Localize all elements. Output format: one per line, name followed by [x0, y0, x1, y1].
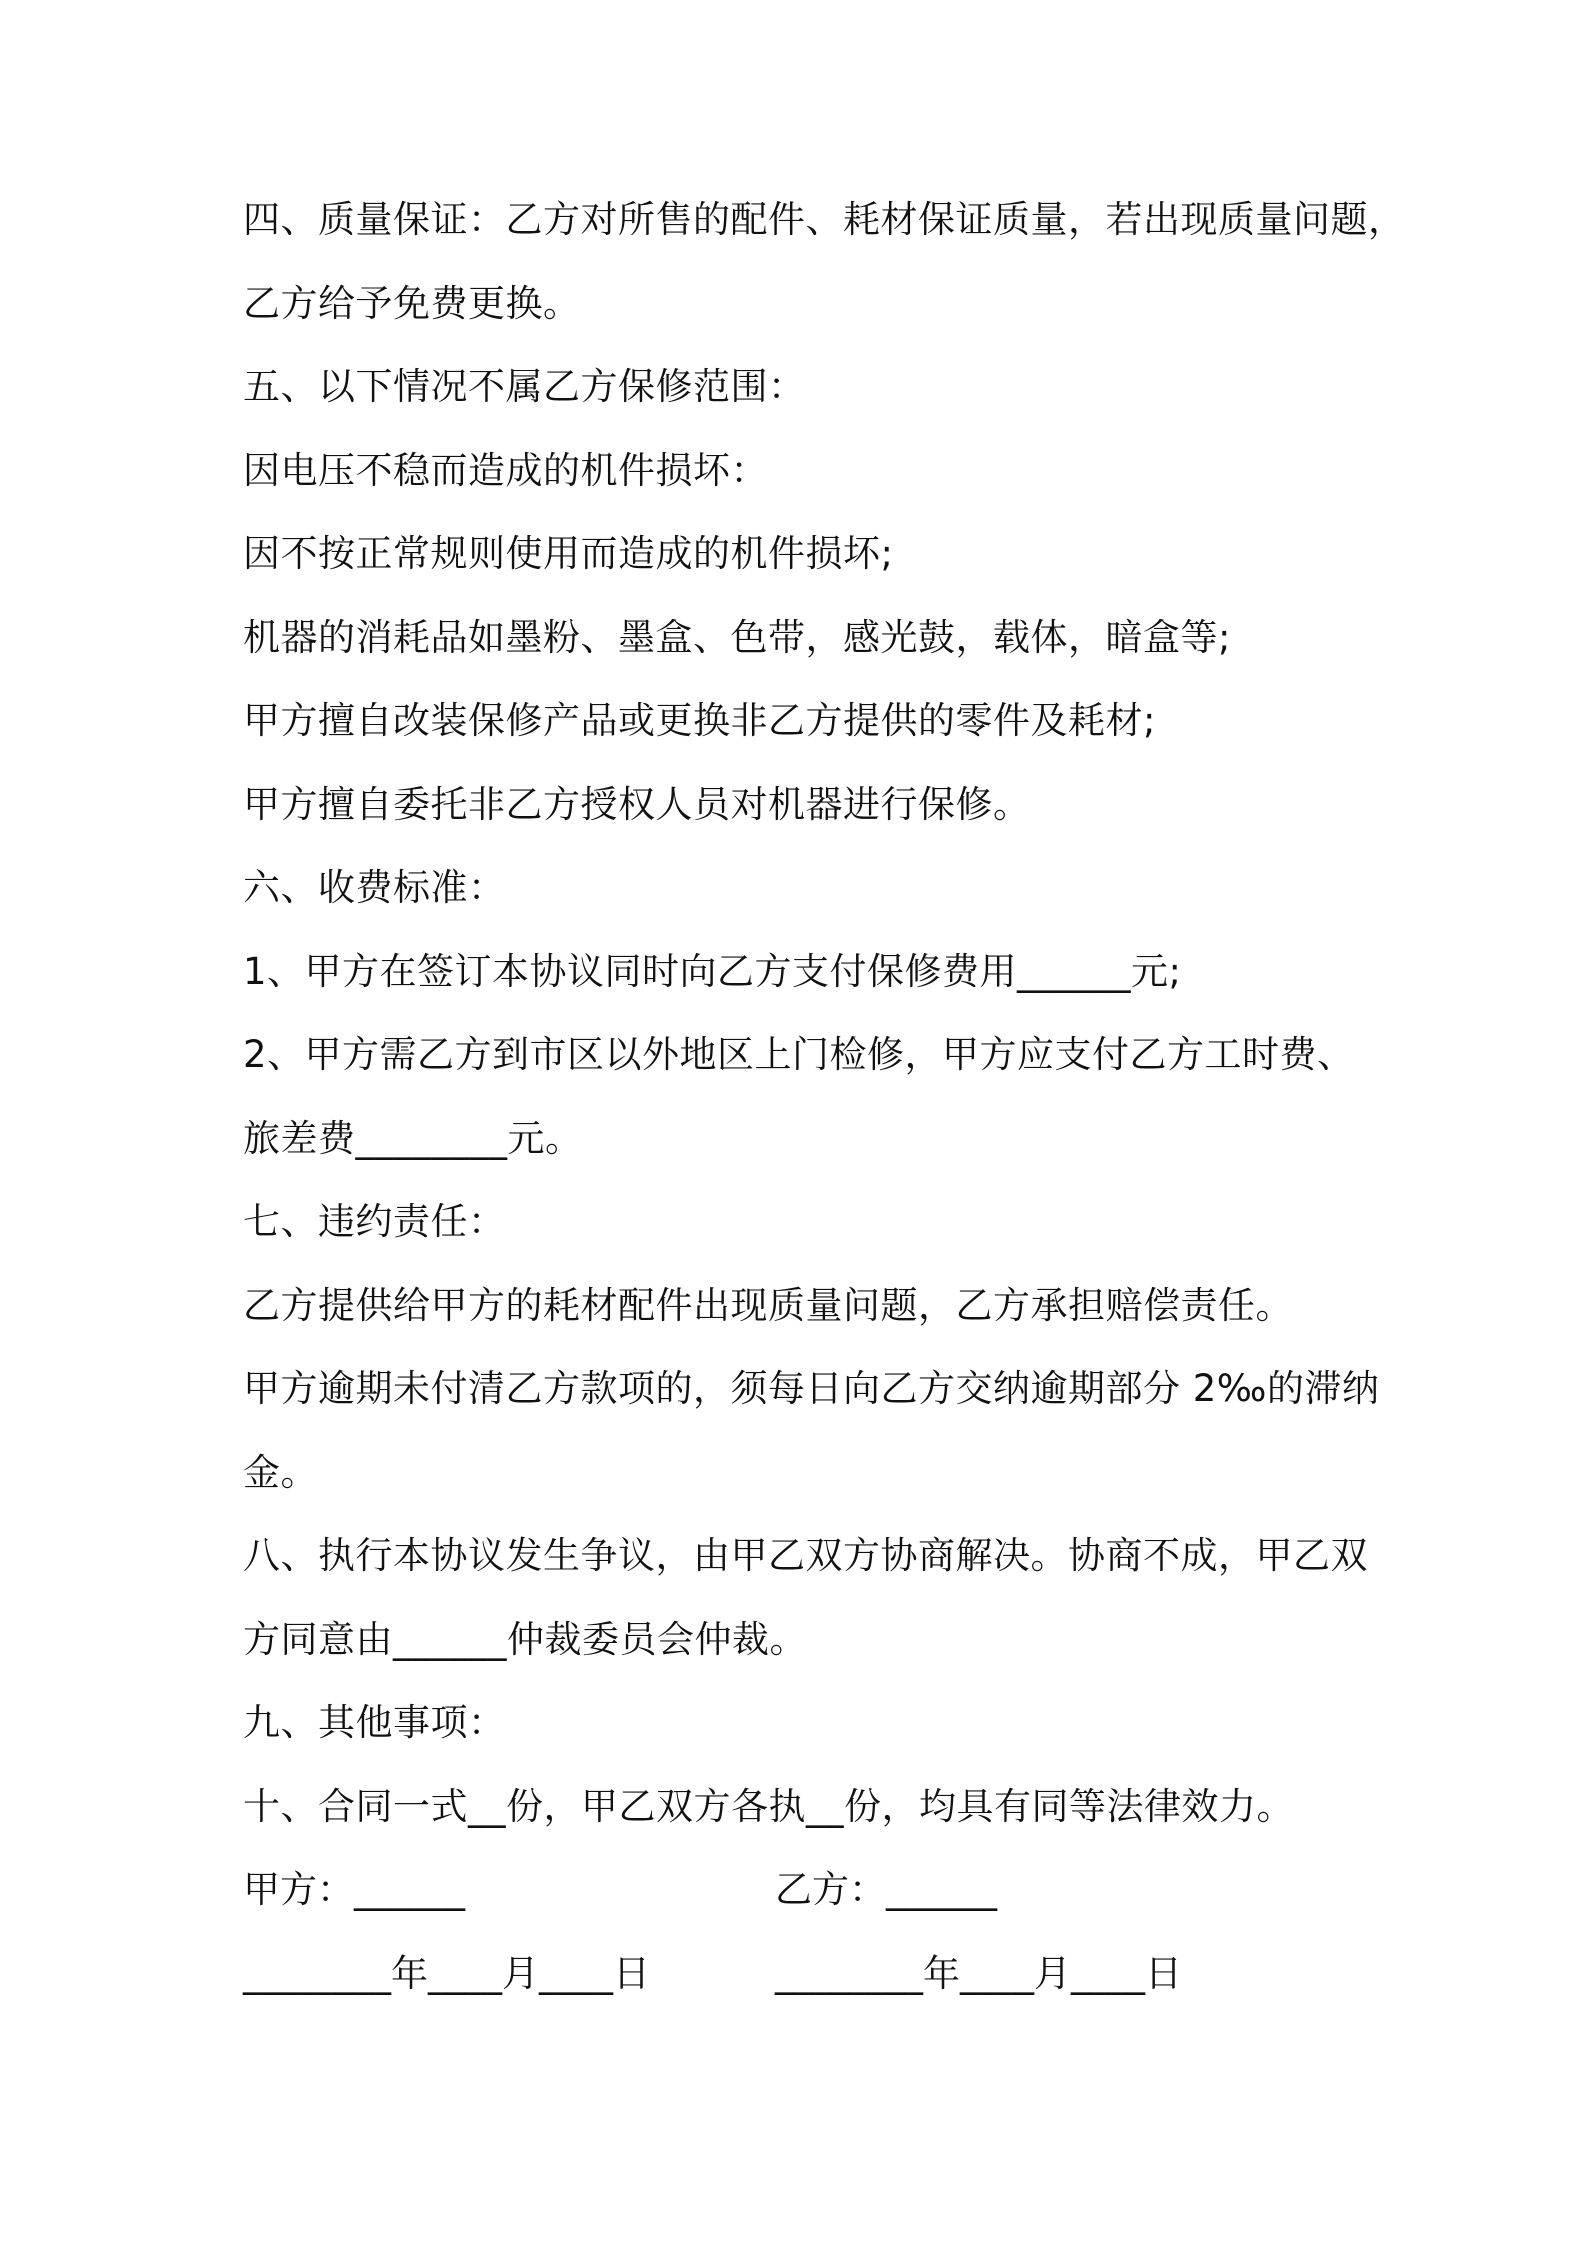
clause-6-item-2-line-1: 2、甲方需乙方到市区以外地区上门检修，甲方应支付乙方工时费、 — [243, 1033, 1355, 1076]
clause-9-heading: 九、其他事项： — [243, 1701, 506, 1744]
signature-row — [243, 1866, 1363, 1950]
contract-body — [243, 196, 1406, 2033]
clause-5-heading: 五、以下情况不属乙方保修范围： — [243, 365, 806, 408]
date-row — [243, 1950, 1363, 2034]
clause-5-item-misuse: 因不按正常规则使用而造成的机件损坏; — [243, 532, 894, 575]
clause-5-item-modification: 甲方擅自改装保修产品或更换非乙方提供的零件及耗材; — [243, 699, 1156, 742]
clause-8-line-1: 八、执行本协议发生争议，由甲乙双方协商解决。协商不成，甲乙双 — [243, 1534, 1368, 1577]
clause-6-item-2-line-2: 旅差费________元。 — [243, 1116, 583, 1160]
clause-8-line-2: 方同意由______仲裁委员会仲裁。 — [243, 1617, 807, 1661]
party-b-signature: 乙方：______ — [775, 1868, 997, 1911]
party-a-date: ________年____月____日 — [243, 1951, 650, 1995]
clause-7-item-2-line-1: 甲方逾期未付清乙方款项的，须每日向乙方交纳逾期部分 2‰的滞纳 — [243, 1367, 1380, 1410]
clause-7-heading: 七、违约责任： — [243, 1200, 506, 1243]
clause-5-item-voltage: 因电压不稳而造成的机件损坏： — [243, 448, 768, 492]
clause-4-line-2: 乙方给予免费更换。 — [243, 281, 581, 325]
clause-4-line-1: 四、质量保证：乙方对所售的配件、耗材保证质量，若出现质量问题， — [243, 198, 1406, 241]
clause-7-item-2-line-2: 金。 — [243, 1450, 318, 1494]
clause-6-item-1: 1、甲方在签订本协议同时向乙方支付保修费用______元; — [243, 949, 1182, 993]
clause-6-heading: 六、收费标准： — [243, 866, 506, 909]
clause-10-line: 十、合同一式__份，甲乙双方各执__份，均具有同等法律效力。 — [243, 1784, 1294, 1828]
clause-5-item-consumables: 机器的消耗品如墨粉、墨盒、色带，感光鼓，载体，暗盒等; — [243, 615, 1231, 659]
party-b-date: ________年____月____日 — [775, 1951, 1182, 1995]
party-a-signature: 甲方：______ — [243, 1868, 465, 1911]
clause-7-item-1: 乙方提供给甲方的耗材配件出现质量问题，乙方承担赔偿责任。 — [243, 1283, 1293, 1327]
clause-5-item-unauthorized: 甲方擅自委托非乙方授权人员对机器进行保修。 — [243, 782, 1031, 826]
